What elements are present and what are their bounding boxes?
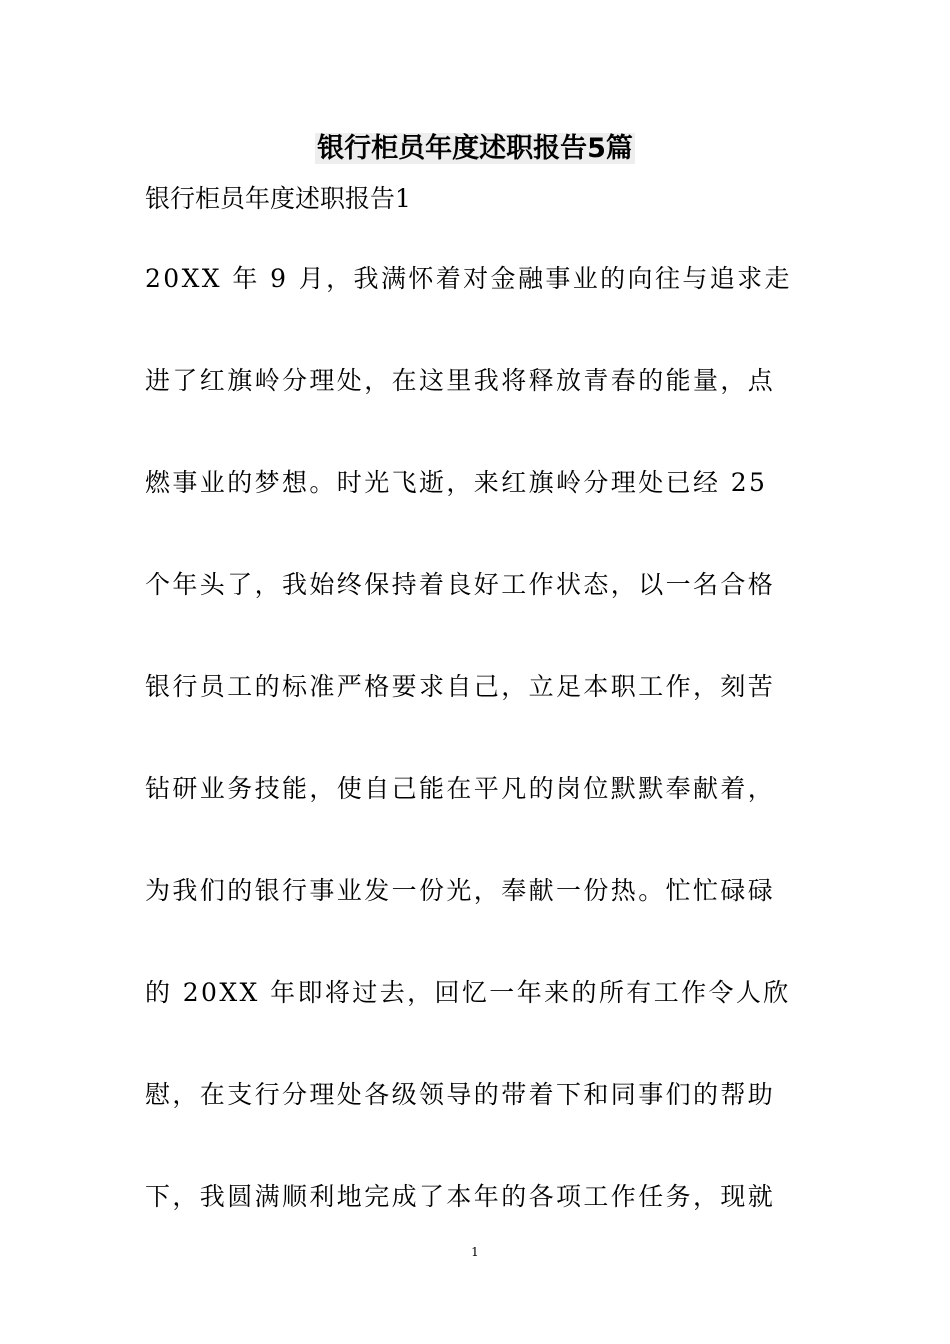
body-line: 进了红旗岭分理处，在这里我将释放青春的能量，点: [145, 366, 776, 395]
body-line: 为我们的银行事业发一份光，奉献一份热。忙忙碌碌: [145, 876, 776, 905]
body-line: 下，我圆满顺利地完成了本年的各项工作任务，现就: [145, 1182, 776, 1211]
body-line: 慰，在支行分理处各级领导的带着下和同事们的帮助: [145, 1080, 776, 1109]
body-line: 钻研业务技能，使自己能在平凡的岗位默默奉献着，: [145, 774, 776, 803]
body-line: 20XX 年 9 月，我满怀着对金融事业的向往与追求走: [145, 264, 792, 293]
section-heading: 银行柜员年度述职报告1: [145, 184, 411, 213]
document-title: [0, 129, 950, 169]
body-line: 个年头了，我始终保持着良好工作状态，以一名合格: [145, 570, 776, 599]
body-line: 银行员工的标准严格要求自己，立足本职工作，刻苦: [145, 672, 776, 701]
body-line: 的 20XX 年即将过去，回忆一年来的所有工作令人欣: [145, 978, 791, 1007]
body-line: 燃事业的梦想。时光飞逝，来红旗岭分理处已经 25: [145, 468, 768, 497]
document-title-text: 银行柜员年度述职报告5篇: [317, 133, 633, 164]
page-number: 1: [471, 1245, 479, 1259]
